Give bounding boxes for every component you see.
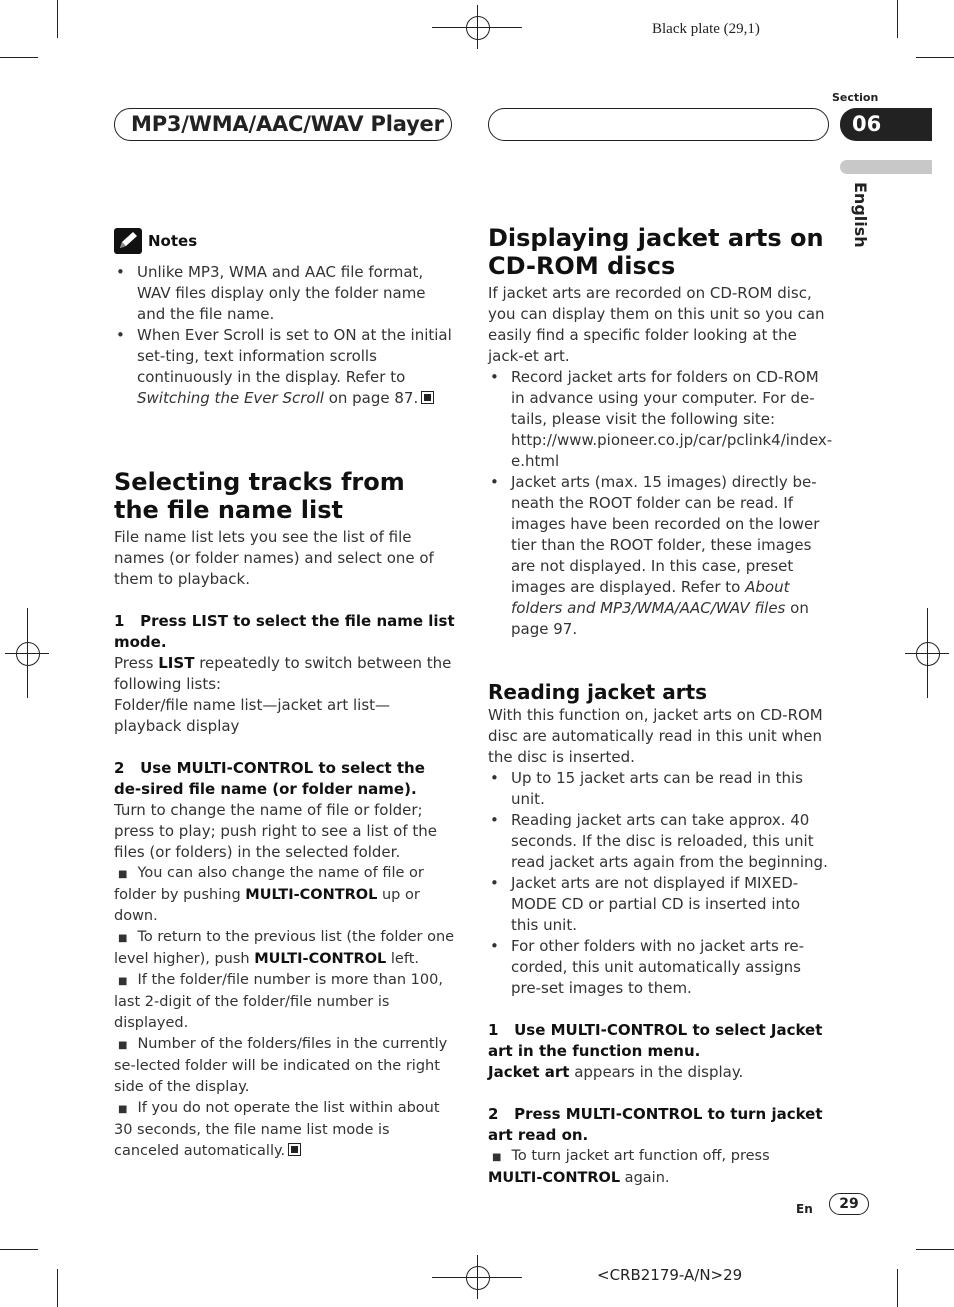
step-2-note: ■ Number of the folders/files in the currently se-lected folder will be indicated on the right side of the display. (114, 1036, 448, 1095)
jacket-arts-intro: If jacket arts are recorded on CD-ROM disc, you can display them on this unit so you can easily find a specific folder looking at the jack-et art. (488, 284, 825, 365)
step-1-title: 1 Press LIST to select the file name list mode. (114, 612, 455, 651)
notes-label: Notes (148, 231, 198, 250)
reading-bullet: • Up to 15 jacket arts can be read in this unit. (488, 768, 831, 810)
jacket-arts-bullet: • Jacket arts (max. 15 images) directly be-neath the ROOT folder can be read. If images have been recorded on the lower tier than the ROOT folder, these images are not displayed. In this case, preset images are displayed. Refer to About folders and MP3/WMA/AAC/WAV files on page 97. (488, 472, 831, 640)
reading-bullet: • Reading jacket arts can take approx. 40 seconds. If the disc is reloaded, this unit read jacket arts again from the beginning. (488, 810, 831, 873)
language-label: English (851, 182, 870, 248)
step-2-text: Turn to change the name of file or folder; press to play; push right to see a list of the files (or folders) in the selected folder. (114, 801, 437, 861)
step-1-text: Press LIST repeatedly to switch between the following lists: (114, 654, 452, 693)
reading-bullet: • For other folders with no jacket arts re-corded, this unit automatically assigns pre-set images to them. (488, 936, 831, 999)
end-mark-icon (421, 391, 434, 404)
side-tab (840, 160, 932, 174)
step-2-note: ■ You can also change the name of file or folder by pushing MULTI-CONTROL up or down. (114, 865, 424, 924)
section-heading-jacket-arts: Displaying jacket arts on CD-ROM discs (488, 224, 824, 280)
right-column (488, 224, 831, 1189)
note-item: • When Ever Scroll is set to ON at the initial set-ting, text information scrolls continuously in the display. Refer to Switching the Ever Scroll on page 87. (114, 325, 456, 409)
notes-header (114, 228, 456, 254)
plate-label: Black plate (29,1) (652, 21, 760, 37)
reading-step-2-title: 2 Press MULTI-CONTROL to turn jacket art read on. (488, 1105, 823, 1144)
page-number: 29 (829, 1193, 869, 1215)
page-title: MP3/WMA/AAC/WAV Player (114, 108, 452, 141)
step-2-note: ■ If you do not operate the list within about 30 seconds, the file name list mode is canceled automatically. (114, 1100, 440, 1159)
header-blank-pill (488, 108, 829, 141)
pencil-icon (114, 228, 142, 254)
reading-intro: With this function on, jacket arts on CD-ROM disc are automatically read in this unit when the disc is inserted. (488, 706, 823, 766)
step-2-note: ■ To return to the previous list (the folder one level higher), push MULTI-CONTROL left. (114, 929, 455, 967)
document-code: <CRB2179-A/N>29 (597, 1266, 743, 1284)
step-2-note: ■ If the folder/file number is more than 100, last 2-digit of the folder/file number is displayed. (114, 972, 443, 1031)
reading-bullet: • Jacket arts are not displayed if MIXED-MODE CD or partial CD is inserted into this unit. (488, 873, 831, 936)
step-1-lists: Folder/file name list—jacket art list—playback display (114, 696, 391, 735)
step-2-title: 2 Use MULTI-CONTROL to select the de-sired file name (or folder name). (114, 759, 425, 798)
subheading-reading-jacket-arts: Reading jacket arts (488, 680, 708, 704)
reading-step-1-text: Jacket art appears in the display. (488, 1063, 744, 1081)
section-number: 06 (840, 108, 932, 141)
file-list-intro: File name list lets you see the list of file names (or folder names) and select one of them to playback. (114, 528, 434, 588)
end-mark-icon (288, 1143, 301, 1156)
note-item: • Unlike MP3, WMA and AAC file format, WAV files display only the folder name and the file name. (114, 262, 456, 325)
section-label: Section (832, 91, 879, 104)
left-column (114, 228, 456, 1162)
footer-language: En (796, 1202, 813, 1216)
reading-step-1-title: 1 Use MULTI-CONTROL to select Jacket art in the function menu. (488, 1021, 823, 1060)
jacket-arts-bullet: • Record jacket arts for folders on CD-ROM in advance using your computer. For de-tails, please visit the following site: http://www.pioneer.co.jp/car/pclink4/index-e.html (488, 367, 831, 472)
section-heading-file-list: Selecting tracks from the file name list (114, 468, 405, 524)
reading-step-2-note: ■ To turn jacket art function off, press MULTI-CONTROL again. (488, 1148, 770, 1186)
